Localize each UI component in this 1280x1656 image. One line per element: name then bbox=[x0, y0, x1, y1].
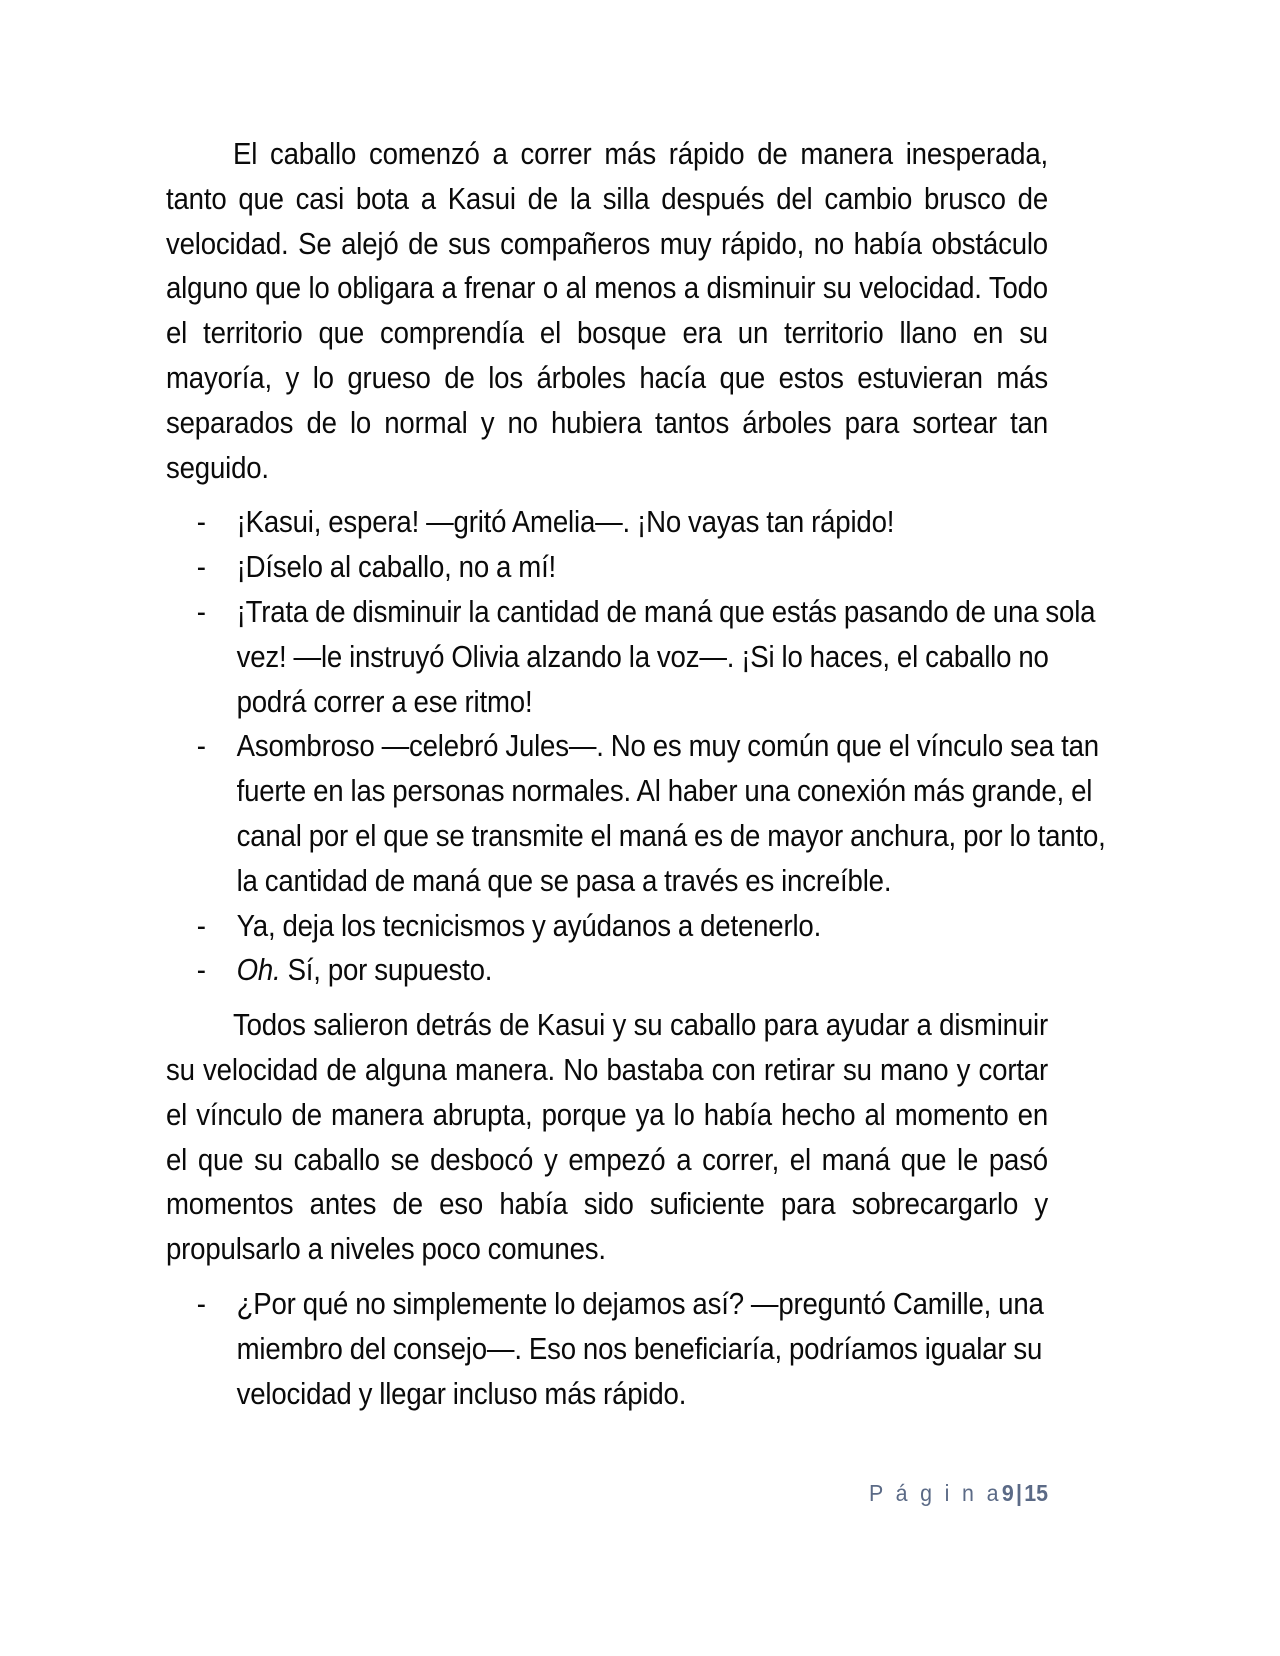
footer-page-number: 9 bbox=[1001, 1480, 1016, 1506]
list-item-text: ¡Kasui, espera! —gritó Amelia—. ¡No vayas tan rápido! bbox=[236, 505, 895, 540]
list-item bbox=[166, 545, 1119, 590]
list-item-text: Sí, por supuesto. bbox=[280, 953, 493, 988]
paragraph-1: El caballo comenzó a correr más rápido de manera inesperada, tanto que casi bota a Kasui de la silla después del cambio brusco de velocidad. Se alejó de sus compañeros muy rápido, no había obstáculo alguno que lo obligara a frenar o al menos a disminuir su velocidad. Todo el territorio que comprendía el bosque era un territorio llano en su mayoría, y lo grueso de los árboles hacía que estos estuvieran más separados de lo normal y no hubiera tantos árboles para sortear tan seguido. bbox=[166, 137, 1048, 485]
list-item bbox=[166, 948, 1119, 993]
dash-bullet-icon: - bbox=[196, 594, 206, 629]
dash-bullet-icon: - bbox=[196, 505, 206, 540]
list-item-text: ¿Por qué no simplemente lo dejamos así? —preguntó Camille, una miembro del consejo—. Eso nos beneficiaría, podríamos igualar su velocidad y llegar incluso más rápido. bbox=[236, 1286, 1044, 1411]
list-item-italic-prefix: Oh. bbox=[236, 953, 281, 988]
dash-bullet-icon: - bbox=[196, 908, 206, 943]
spacer bbox=[166, 1272, 1048, 1282]
list-item-text: ¡Díselo al caballo, no a mí! bbox=[236, 550, 557, 585]
list-item bbox=[166, 1282, 1119, 1416]
list-item bbox=[166, 500, 1119, 545]
paragraph-2: Todos salieron detrás de Kasui y su caballo para ayudar a disminuir su velocidad de alguna manera. No bastaba con retirar su mano y cortar el vínculo de manera abrupta, porque ya lo había hecho al momento en el que su caballo se desbocó y empezó a correr, el maná que le pasó momentos antes de eso había sido suficiente para sobrecargarlo y propulsarlo a niveles poco comunes. bbox=[166, 1008, 1048, 1267]
dash-bullet-icon: - bbox=[196, 729, 206, 764]
dash-bullet-icon: - bbox=[196, 1286, 206, 1321]
list-item bbox=[166, 590, 1119, 724]
footer-total-pages: 15 bbox=[1024, 1480, 1048, 1506]
footer-label: P á g i n a bbox=[869, 1480, 1002, 1506]
list-item bbox=[166, 904, 1119, 949]
list-item bbox=[166, 724, 1119, 903]
spacer bbox=[166, 490, 1048, 500]
spacer bbox=[166, 993, 1048, 1003]
list-item-text: ¡Trata de disminuir la cantidad de maná que estás pasando de una sola vez! —le instruyó Olivia alzando la voz—. ¡Si lo haces, el caballo no podrá correr a ese ritmo! bbox=[236, 594, 1096, 719]
footer-separator: | bbox=[1015, 1480, 1025, 1506]
dialogue-list-1 bbox=[166, 500, 1106, 993]
dash-bullet-icon: - bbox=[196, 550, 206, 585]
dialogue-list-2 bbox=[166, 1282, 1048, 1416]
list-item-text: Ya, deja los tecnicismos y ayúdanos a detenerlo. bbox=[236, 908, 822, 943]
list-item-text: Asombroso —celebró Jules—. No es muy común que el vínculo sea tan fuerte en las personas normales. Al haber una conexión más grande, el canal por el que se transmite el maná es de mayor anchura, por lo tanto, la cantidad de maná que se pasa a través es increíble. bbox=[236, 729, 1106, 898]
page-footer bbox=[73, 1478, 1048, 1508]
page-content bbox=[166, 132, 1106, 1416]
dash-bullet-icon: - bbox=[196, 953, 206, 988]
